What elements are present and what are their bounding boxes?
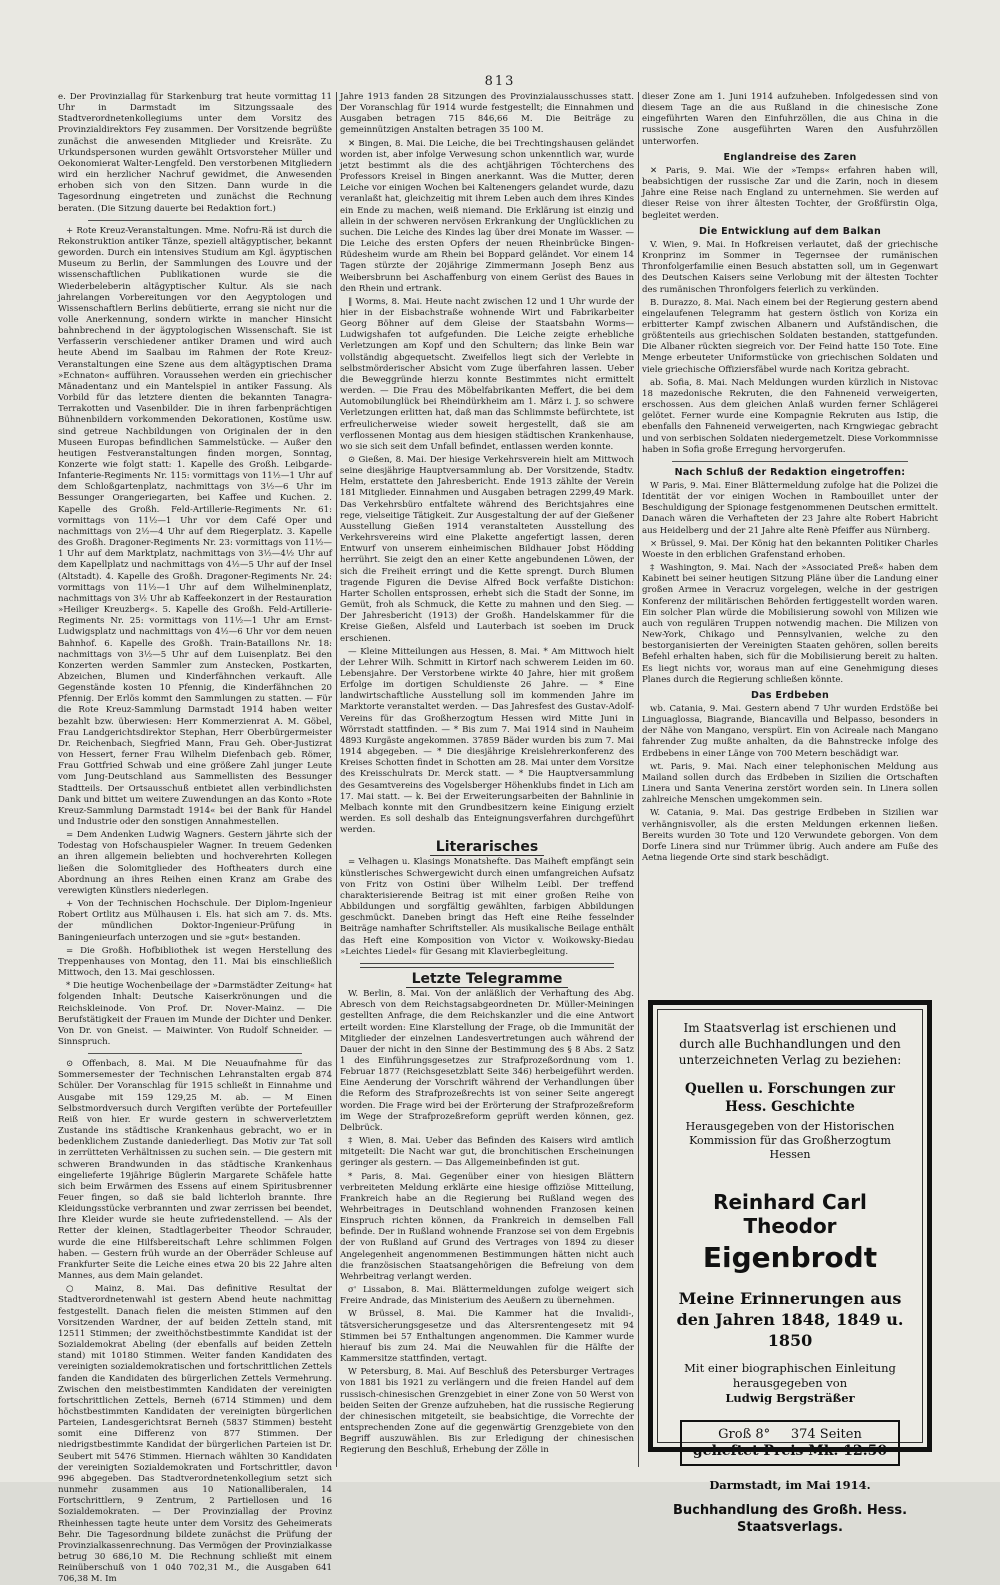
article-wagner: = Dem Andenken Ludwig Wagners. Gestern jährte sich der Todestag von Hofschauspieler Wagner. In treuem Gedenken an ihren allgemein beliebten und hochverehrten Kollegen ließen die Solomitglieder des Hoftheaters durch eine Abordnung an ihres Reihen einen Kranz am Grabe des verewigten Künstlers niederlegen. bbox=[58, 830, 332, 896]
news-catania-2: W. Catania, 9. Mai. Das gestrige Erdbeben in Sizilien war verhängnisvoller, als die ersten Meldungen erkennen ließen. Bereits wurden 30 Tote und 120 Verwundete geborgen. Von dem Dorfe Linera sind nur Trümmer übrig. Auch andere am Fuße des Aetna liegende Orte sind stark beschädigt. bbox=[642, 808, 938, 863]
heading-redaktionsschluss: Nach Schluß der Redaktion eingetroffen: bbox=[674, 466, 906, 478]
column-3 bbox=[642, 92, 938, 997]
ad-publisher: Buchhandlung des Großh. Hess. Staatsverlags. bbox=[672, 1503, 908, 1535]
article-zone: dieser Zone am 1. Juni 1914 aufzuheben. Infolgedessen sind von diesem Tage an die aus Rußland in die chinesische Zone eingeführten Waren den Einfuhrzöllen, die aus China in die russische Zone ausgeführten Waren den Ausfuhrzöllen unterworfen. bbox=[642, 92, 938, 147]
heading-erdbeben: Das Erdbeben bbox=[750, 689, 830, 701]
ad-intro: Im Staatsverlag ist erschienen und durch alle Buchhandlungen und den unterzeichneten Verlag zu beziehen: bbox=[678, 1021, 902, 1067]
article-mainz: ○ Mainz, 8. Mai. Das definitive Resultat der Stadtverordnetenwahl ist gestern Abend heute nachmittag festgestellt. Danach fielen die meisten Stimmen auf den Vorsitzenden Wardner, der auf beiden Zetteln stand, mit 12511 Stimmen; der zweithöchstbestimmte Kandidat ist der Sozialdemokrat Abeling (der ebenfalls auf beiden Zetteln stand) mit 10180 Stimmen. Weiter fanden Kandidaten des vereinigten sozialdemokratischen und fortschrittlichen Zettels fanden die Kandidaten des bürgerlichen Zettels Vermehrung. Zwischen den meistbestimmten Kandidaten der vereinigten fortschrittlichen Zettels, Berneh (6714 Stimmen) und dem höchstbestimmten Kandidaten der vereinigten bürgerlichen Parteien, Landesgerichtsrat Berneh (5837 Stimmen) besteht somit eine Differenz von 877 Stimmen. Der niedrigstbestimmte Kandidat der bürgerlichen Parteien ist Dr. Seubert mit 5476 Stimmen. Hiernach wählten 30 Kandidaten der vereinigten Sozialdemokraten und Fortschrittler, davon 996 abgegeben. Das Stadtverordnetenkollegium setzt sich nunmehr zusammen aus 10 Nationalliberalen, 14 Fortschrittlern, 9 Zentrum, 2 Partiellosen und 16 Sozialdemokraten. — Der Provinziallag der Provinz Rheinhessen tagte heute unter dem Vorsitz des Geheimerats Behr. Die Tagesordnung bildete zunächst die Prüfung der Provinzialkassenrechnung. Das Vermögen der Provinzialkasse betrug 30 686,10 M. Die Rechnung schließt mit einem Reinüberschuß von 1 040 702,31 M., die Ausgaben 641 706,38 M. Im bbox=[58, 1284, 332, 1585]
news-sofia: ab. Sofia, 8. Mai. Nach Meldungen wurden kürzlich in Nistovac 18 mazedonische Rekruten, die den Fahneneid verweigerten, erschossen. Aus dem gleichen Anlaß wurden ferner Schlägerei gelötet. Ferner wurde eine Kompagnie Rekruten aus Istip, die ebenfalls den Fahneneid verweigerten, nach Krngwiegac gebracht und von serbischen Soldaten niedergemetzelt. Diese Vorkommnisse haben in Sofia große Erregung hervorgerufen. bbox=[642, 377, 938, 455]
ad-author: Reinhard Carl Theodor bbox=[713, 1190, 867, 1238]
column-1 bbox=[58, 92, 332, 1585]
heading-telegramme: Letzte Telegramme bbox=[340, 974, 634, 985]
telegram-lissabon: σ' Lissabon, 8. Mai. Blättermeldungen zufolge weigert sich Freire Andrade, das Ministerium des Aeußern zu übernehmen. bbox=[340, 1285, 634, 1307]
news-paris-spionage: W Paris, 9. Mai. Einer Blättermeldung zufolge hat die Polizei die Identität der vor einigen Wochen in Rambouillet unter der Beschuldigung der Spionage festgenommenen Deutschen ermittelt. Danach wären die Verhafteten der 23 Jahre alte Robert Habricht aus Heidelberg und der 21 Jahre alte Renè Pfeiffer aus Nürnberg. bbox=[642, 481, 938, 536]
ad-title: Meine Erinnerungen aus den Jahren 1848, 1849 u. 1850 bbox=[676, 1289, 904, 1350]
article-provinziallag: e. Der Provinziallag für Starkenburg trat heute vormittag 11 Uhr in Darmstadt im Sitzungssaale des Stadtverordnetenkollegiums unter dem Vorsitz des Provinzialdirektors Fey zusammen. Der Vorsitzende begrüßte zunächst die anwesenden Mitglieder und Kreisräte. Zu Urkundspersonen wurden gewählt Ortsvorsteher Müller und Oekonomierat Walter-Lengfeld. Den verstorbenen Mitgliedern wird ein herzlicher Nachruf gewidmet, die Anwesenden erhoben sich von den Sitzen. Dann wurde in die Tagesordnung eingetreten und zunächst die Rechnung beraten. (Die Sitzung dauerte bei Redaktion fort.) bbox=[58, 92, 332, 214]
news-paris-zar: ✕ Paris, 9. Mai. Wie der »Temps« erfahren haben will, beabsichtigen der russische Zar und die Zarin, noch in diesem Jahre eine Reise nach England zu unternehmen. Sie werden auf dieser Reise von ihrer ältesten Tochter, der Großfürstin Olga, begleitet werden. bbox=[642, 165, 938, 221]
article-provinzialausschuss: Jahre 1913 fanden 28 Sitzungen des Provinzialausschusses statt. Der Voranschlag für 1914 wurde festgestellt; die Einnahmen und Ausgaben betragen 715 846,66 M. Die Beiträge zu gemeinnützigen Anstalten betragen 35 100 M. bbox=[340, 92, 634, 136]
ad-subtitle: Mit einer biographischen Einleitung herausgegeben von Ludwig Bergsträßer bbox=[684, 1361, 896, 1405]
news-paris-erdbeben: wt. Paris, 9. Mai. Nach einer telephonischen Meldung aus Mailand sollen durch das Erdbeben in Sizilien die Ortschaften Linera und Santa Venerina zerstört worden sein. In Linera sollen zahlreiche Menschen umgekommen sein. bbox=[642, 761, 938, 806]
ad-format: Groß 8° bbox=[718, 1427, 771, 1442]
article-hofbibliothek: = Die Großh. Hofbibliothek ist wegen Herstellung des Treppenhauses von Montag, den 11. Mai bis einschließlich Mittwoch, den 13. Mai geschlossen. bbox=[58, 945, 332, 979]
article-monatshefte: = Velhagen u. Klasings Monatshefte. Das Maiheft empfängt sein künstlerisches Schwergewicht durch einen umfangreichen Aufsatz von Fritz von Ostini über Wilhelm Leibl. Der treffend charakterisierende Beitrag ist mit einer großen Reihe von Abbildungen und sorgfältig gewählten, farbigen Abbildungen geschmückt. Daneben bringt das Heft eine Reihe fesselnder Beiträge namhafter Schriftsteller. Als musikalische Beilage enthält das Heft eine Komposition von Victor v. Woikowsky-Biedau »Leichtes Liedel« für Gesang mit Klavierbegleitung. bbox=[340, 857, 634, 957]
heading-englandreise: Englandreise des Zaren bbox=[723, 151, 857, 163]
ad-price-box bbox=[680, 1420, 900, 1466]
article-bingen: ✕ Bingen, 8. Mai. Die Leiche, die bei Trechtingshausen geländet worden ist, aber infolge Verwesung schon unkenntlich war, wurde jetzt bestimmt als die des achtjährigen Töchterchens des Professors Kreisel in Bingen anerkannt. Was die Mutter, deren Leiche vor einigen Wochen bei Kaltenengers gelandet wurde, dazu veranlaßt hat, gleichzeitig mit ihrem Leben auch dem ihres Kindes ein Ende zu machen, weiß niemand. Die Erklärung ist einzig und allein in der schweren nervösen Erkrankung der Unglücklichen zu suchen. Die Leiche des Kindes lag über drei Monate im Wasser. — Die Leiche des ersten Opfers der neuen Rheinbrücke Bingen-Rüdesheim wurde am Rhein bei Boppard geländet. Vor einem 14 Tagen stürzte der 20jährige Zimmermann Joseph Benz aus Weibersbrunn bei Aschaffenburg von einem Gerüst des Baues in den Rhein und ertrank. bbox=[340, 138, 634, 294]
news-durazzo: B. Durazzo, 8. Mai. Nach einem bei der Regierung gestern abend eingelaufenen Telegramm hat gestern östlich von Koriza ein erbitterter Kampf zwischen Albanern und Aufständischen, die größtenteils aus griechischen Soldaten bestanden, stattgefunden. Die Albaner rückten siegreich vor. Der Feind hatte 150 Tote. Eine Menge erbeuteter Uniformstücke von griechischen Soldaten und viele griechische Offiziersfäbel wurde nach Koritza gebracht. bbox=[642, 297, 938, 375]
news-washington: ‡ Washington, 9. Mai. Nach der »Associated Preß« haben dem Kabinett bei seiner heutigen Sitzung Pläne über die Landung einer großen Armee in Veracruz vorgelegen, welche in der gestrigen Konferenz der militärischen Behörden fertiggestellt worden waren. Ein solcher Plan würde die Mobilisierung sowohl von Milizen wie auch von regulären Truppen notwendig machen. Die Milizen von New-York, Chikago und Pennsylvanien, welche zu den bestorganisierten der Vereinigten Staaten gehören, sollen bereits Befehl erhalten haben, sich für die Mobilisierung bereit zu halten. Es liegt nichts vor, woraus man auf eine Genehmigung dieses Planes durch die Regierung schließen könnte. bbox=[642, 563, 938, 685]
column-rule-2 bbox=[638, 92, 639, 1467]
article-hochschule: + Von der Technischen Hochschule. Der Diplom-Ingenieur Robert Ortlitz aus Mülhausen i. Els. hat sich am 7. ds. Mts. der mündlichen Doktor-Ingenieur-Prüfung in Baningenieurfach unterzogen und sie »gut« bestanden. bbox=[58, 899, 332, 943]
news-catania-1: wb. Catania, 9. Mai. Gestern abend 7 Uhr wurden Erdstöße bei Linguaglossa, Biagrande, Biancavilla und Belpasso, besonders in der Nähe von Mangano, verspürt. Ein von Acireale nach Mangano fahrender Zug mußte anhalten, da die Bahnstrecke infolge des Erdbebens in einer Länge von 700 Metern beschädigt war. bbox=[642, 703, 938, 759]
article-giessen: ⊙ Gießen, 8. Mai. Der hiesige Verkehrsverein hielt am Mittwoch seine diesjährige Hauptversammlung ab. Der Vorsitzende, Stadtv. Helm, erstattete den Jahresbericht. Ende 1913 zählte der Verein 181 Mitglieder. Einnahmen und Ausgaben betragen 2299,49 Mark. Das Verkehrsbüro entfaltete während des Berichtsjahres eine rege, vielseitige Tätigkeit. Zur Ausgestaltung der auf der Gießener Ausstellung Gießen 1914 veranstalteten Ausstellung des Verkehrsvereins wird eine Plakette angefertigt lassen, deren Entwurf von unserem einheimischen Bildhauer Jobst Hödding herrührt. Sie zeigt den an einer Kette angebundenen Löwen, der sich die Freiheit erringt und die Kette sprengt. Durch Blumen tragende Figuren die Devise Alfred Bock verfaßte Distichon: Harter Schollen entsprossen, erhebt sich die Stadt der Sonne, im Gemüt, froh als Schmuck, die Kette zu mahnen und den Sieg. — Der Jahresbericht (1913) der Großh. Handelskammer für die Kreise Gießen, Alsfeld und Lauterbach ist soeben im Druck erschienen. bbox=[340, 455, 634, 644]
ad-series-sub: Herausgegeben von der Historischen Kommission für das Großherzogtum Hessen bbox=[685, 1120, 895, 1161]
article-rote-kreuz: + Rote Kreuz-Veranstaltungen. Mme. Nofru-Rä ist durch die Rekonstruktion antiker Tänze, speziell altägyptischer, bekannt geworden. Durch ein intensives Studium am Kgl. ägyptischen Museum zu Berlin, der Sammlungen des Louvre und der wissenschaftlichen Publikationen wurde sie die Wiederbeleberin altägyptischer Kultur. Als sie nach jahrelangen Vorbereitungen vor den Aegyptologen und Wissenschaftlern Berlins debütierte, errang sie nicht nur die volle Anerkennung, sondern wirkte in mancher Hinsicht bahnbrechend in der ägyptologischen Wissenschaft. Sie ist Verfasserin verschiedener antiker Dramen und wird auch heute Abend im Saalbau im Rahmen der Rote Kreuz-Veranstaltungen eine Szene aus dem altägyptischen Drama »Echnaton« aufführen. Voraussehen werden ein griechischer Mänadentanz und ein Mantelspiel in antiker Fassung. Als Vorbild für das letztere dienten die bekannten Tanagra-Terrakotten und Vasenbilder. Die in ihren farbenprächtigen Bühnenbildern vorkommenden Dekorationen, Kostüme usw. sind getreue Nachbildungen von Originalen der in den Museen Europas befindlichen Sammelstücke. — Außer den heutigen Festveranstaltungen finden morgen, Sonntag, Konzerte wie folgt statt: 1. Kapelle des Großh. Leibgarde-Infanterie-Regiments Nr. 115: vormittags von 11½—1 Uhr auf dem Schloßgartenplatz, nachmittags von 3½—6 Uhr im Bessunger Orangeriegarten, bei Kaffee und Kuchen. 2. Kapelle des Großh. Feld-Artillerie-Regiments Nr. 61: vormittags von 11½—1 Uhr vor dem Café Oper und nachmittags von 2½—4 Uhr auf dem Riegerplatz. 3. Kapelle des Großh. Dragoner-Regiments Nr. 23: vormittags von 11½—1 Uhr auf dem Marktplatz, nachmittags von 3½—4½ Uhr auf dem Kapellplatz und nachmittags von 4½—5 Uhr auf der Insel (Altstadt). 4. Kapelle des Großh. Dragoner-Regiments Nr. 24: vormittags von 11½—1 Uhr auf dem Wilhelminenplatz, nachmittags von 3½ Uhr ab Kaffeekonzert in der Restauration »Heiliger Kreuzberg«. 5. Kapelle des Großh. Feld-Artillerie-Regiments Nr. 25: vormittags von 11½—1 Uhr am Ernst-Ludwigsplatz und nachmittags von 4½—6 Uhr vor dem neuen Bahnhof. 6. Kapelle des Großh. Train-Bataillons Nr. 18: nachmittags von 3½—5 Uhr auf dem Luisenplatz. Bei den Konzerten werden Sammler zum Anstecken, Postkarten, Abzeichen, Blumen und Kinderfähnchen verkauft. Alle Gegenstände kosten 10 Pfennig, die Kinderfähnchen 20 Pfennig. Der Erlös kommt den Sammlungen zu statten. — Für die Rote Kreuz-Sammlung Darmstadt 1914 haben weiter bezahlt bzw. überwiesen: Herr Kommerzienrat A. M. Göbel, Frau Landgerichtsdirektor Stephan, Herr Oberbürgermeister Dr. Reichenbach, Siegfried Mann, Frau Geh. Ober-Justizrat von Hessert, ferner Frau Wilhelm Diefenbach geb. Römer, Frau Gottfried Schwab und eine größere Zahl junger Leute vom Jung-Deutschland aus Sammellisten des Bessunger Stadtteils. Der Ortsausschuß entbietet allen verbindlichsten Dank und bittet um weitere Zuwendungen an das Konto »Rote Kreuz-Sammlung Darmstadt 1914« bei der Bank für Handel und Industrie oder den sonstigen Annahmestellen. bbox=[58, 225, 332, 827]
ad-pages: 374 Seiten bbox=[790, 1427, 862, 1442]
page-number: 813 bbox=[484, 74, 516, 89]
ad-series: Quellen u. Forschungen zur Hess. Geschichte bbox=[684, 1081, 896, 1115]
book-advertisement bbox=[648, 1000, 932, 1535]
telegram-wien: ‡ Wien, 8. Mai. Ueber das Befinden des Kaisers wird amtlich mitgeteilt: Die Nacht war gut, die bronchitischen Erscheinungen geringer als gestern. — Das Allgemeinbefinden ist gut. bbox=[340, 1136, 634, 1169]
article-worms: ‖ Worms, 8. Mai. Heute nacht zwischen 12 und 1 Uhr wurde der hier in der Eisbachstraße wohnende Wirt und Fabrikarbeiter Georg Böhner auf dem Gleise der Staatsbahn Worms—Ludwigshafen tot aufgefunden. Die Leiche zeigte erhebliche Verletzungen am Kopf und den Schultern; das linke Bein war vollständig abgequetscht. Zweifellos liegt sich der Verlebte in selbstmörderischer Absicht vom Zuge überfahren lassen. Ueber die Beweggründe hierzu konnte Bestimmtes nicht ermittelt werden. — Die Frau des Möbelfabrikanten Meffert, die bei dem Automobilunglück bei Rheindürkheim am 1. März i. J. so schwere Verletzungen erlitten hat, daß man das Schlimmste befürchtete, ist erfreulicherweise wieder soweit hergestellt, daß sie am verflossenen Montag aus dem hiesigen städtischen Krankenhause, wo sie sich seit dem Unfall befindet, entlassen werden konnte. bbox=[340, 296, 634, 452]
telegram-petersburg: W Petersburg, 8. Mai. Auf Beschluß des Petersburger Vertrages von 1881 bis 1921 zu verlängern und die freien Handel auf dem russisch-chinesischen Grenzgebiet in einer Zone von 50 Werst von beiden Seiten der Grenze aufzuheben, hat die russische Regierung der chinesischen mitgeteilt, sie beabsichtige, die Vorrechte der entsprechenden Zone auf die gegenwärtig Grenzgebiete von den Begriff auszuwählen. Bis zur Erledigung der chinesischen Regierung den Beschluß, Erhebung der Zölle in bbox=[340, 1367, 634, 1456]
ad-price: geheftet Preis Mk. 12.50 bbox=[692, 1443, 888, 1459]
ad-editor: Ludwig Bergsträßer bbox=[725, 1391, 855, 1405]
telegram-bruessel: W Brüssel, 8. Mai. Die Kammer hat die Invalidi-, tätsversicherungsgesetze und das Altersrentengesetz mit 94 Stimmen bei 57 Enthaltungen angenommen. Die Kammer wurde hierauf bis zum 24. Mai die Neuwahlen für die Hälfte der Kammersitze stattfinden, vertagt. bbox=[340, 1309, 634, 1365]
heading-literarisches: Literarisches bbox=[340, 842, 634, 853]
article-offenbach: ⊙ Offenbach, 8. Mai. M Die Neuaufnahme für das Sommersemester der Technischen Lehranstalten ergab 874 Schüler. Der Voranschlag für 1915 schließt in Einnahme und Ausgabe mit 159 129,25 M. ab. — M Einen Selbstmordversuch durch Vergiften verübte der Portefeuiller Reiß von hier. Er wurde gestern in schwerverletztem Zustande ins städtische Krankenhaus gebracht, wo er in bedenklichem Zustande daniederliegt. Das Motiv zur Tat soll in zerrütteten Verhältnissen zu suchen sein. — Die gestern mit schweren Brandwunden in das städtische Krankenhaus eingelieferte 19jährige Büglerin Margarete Schäfele hatte sich beim Erwärmen des Essens auf einem Spiritusbrenner Feuer fingen, so daß sie bald lichterloh brannte. Ihre Kleidungsstücke verbrannten und zwar zerrissen bei beendet, Ihre Kleider wurde sie heute zufriedenstellend. — Als der Retter der kleinen, Stadtlagerbeiter Theodor Schrauder, wurde die eine Hilfsbereitschaft Lehre schlimmen Folgen haben. — Gestern früh wurde an der Oberräder Schleuse auf Frankfurter Seite die Leiche eines etwa 20 bis 22 Jahre alten Mannes, aus dem Main gelandet. bbox=[58, 1059, 332, 1282]
ad-place: Darmstadt, im Mai 1914. bbox=[709, 1478, 871, 1492]
news-bruessel: ⨯ Brüssel, 9. Mai. Der König hat den bekannten Politiker Charles Woeste in den erblichen Grafenstand erhoben. bbox=[642, 538, 938, 560]
article-kleine-mitteilungen: — Kleine Mitteilungen aus Hessen, 8. Mai. * Am Mittwoch hielt der Lehrer Wilh. Schmitt in Kirtorf nach schwerem Leiden im 60. Lebensjahre. Der Verstorbene wirkte 40 Jahre, hier mit großem Erfolge im dortigen Schuldienste 26 Jahre. — * Eine landwirtschaftliche Ausstellung soll im kommenden Jahre im Marktorte veranstaltet werden. — Das Jahresfest des Gustav-Adolf-Vereins für das Großherzogtum Hessen wird Mitte Juni in Wörrstadt stattfinden. — * Bis zum 7. Mai 1914 sind in Nauheim 4893 Kurgäste angekommen. 37859 Bäder wurden bis zum 7. Mai 1914 abgegeben. — * Die diesjährige Kreislehrerkonferenz des Kreises Schotten findet in Schotten am 28. Mai unter dem Vorsitze des Kreisschulrats Dr. Merck statt. — * Die Hauptversammlung des Gesamtvereins des Vogelsberger Höhenklubs findet in Lich am 17. Mai statt. — k. Bei der Erweiterungsarbeiten der Bahnlinie in Melbach konnte mit den Grundbesitzern keine Einigung erzielt werden. Es soll deshalb das Enteignungsverfahren durchgeführt werden. bbox=[340, 646, 634, 836]
telegram-paris: * Paris, 8. Mai. Gegenüber einer von hiesigen Blättern verbreiteten Meldung erklärte eine hiesige offiziöse Mitteilung, Frankreich habe an die Regierung bei Rußland wegen des Wehrbeitrages in Deutschland wohnenden Franzosen keinen Einspruch richten können, da Frankreich in demselben Fall befinde. Der in Rußland wohnende Franzose sei von dem Ergebnis der von Rußland auf Grund des Vertrages von 1894 zu dieser Angelegenheit angenommenen Bestimmungen hätten nicht auch die französischen Staatsangehörigen die Befreiung von dem Wehrbeitrag verlangt werden. bbox=[340, 1171, 634, 1282]
news-wien: V. Wien, 9. Mai. In Hofkreisen verlautet, daß der griechische Kronprinz im Sommer in Tegernsee der rumänischen Thronfolgerfamilie einen Besuch abstatten soll, um in Gegenwart des Deutschen Kaisers seine Verlobung mit der ältesten Tochter des rumänischen Thronfolgers feierlich zu verkünden. bbox=[642, 239, 938, 295]
column-rule-1 bbox=[336, 92, 337, 1467]
telegram-berlin: W. Berlin, 8. Mai. Von der anläßlich der Verhaftung des Abg. Abresch von dem Reichstagsabgeordneten Dr. Müller-Meiningen gestellten Anfrage, die dem Reichskanzler und die eine Antwort erteilt worden: Eine Klarstellung der Frage, ob die Immunität der Mitglieder der einzelnen Landesvertretungen auch während der Dauer der nicht in den Sinne der Bestimmung des § 8 Abs. 2 Satz 1 des Einführungsgesetzes zur Strafprozeßordnung vom 1. Februar 1877 (Reichsgesetzblatt Seite 346) herbeigeführt werden. Eine Aenderung der Vorschrift während der Verhandlungen über die Reform des Strafprozeßrechts ist von seiner Seite angeregt worden. Die Frage wird bei der Erörterung der Strafprozeßreform im Wege der Strafprozeßreform geprüft werden können, gez. Delbrück. bbox=[340, 989, 634, 1133]
article-wochenbeilage: * Die heutige Wochenbeilage der »Darmstädter Zeitung« hat folgenden Inhalt: Deutsche Kaiserkrönungen und die Reichskleinode. Von Prof. Dr. Nover-Mainz. — Die Berufstätigkeit der Frauen im Munde der Dichter und Denker. Von Dr. von Gneist. — Maiwinter. Von Rudolf Schneider. — Sinnspruch. bbox=[58, 981, 332, 1047]
column-2 bbox=[340, 92, 634, 1467]
heading-balkan: Die Entwicklung auf dem Balkan bbox=[698, 225, 882, 237]
ad-surname: Eigenbrodt bbox=[702, 1241, 878, 1274]
